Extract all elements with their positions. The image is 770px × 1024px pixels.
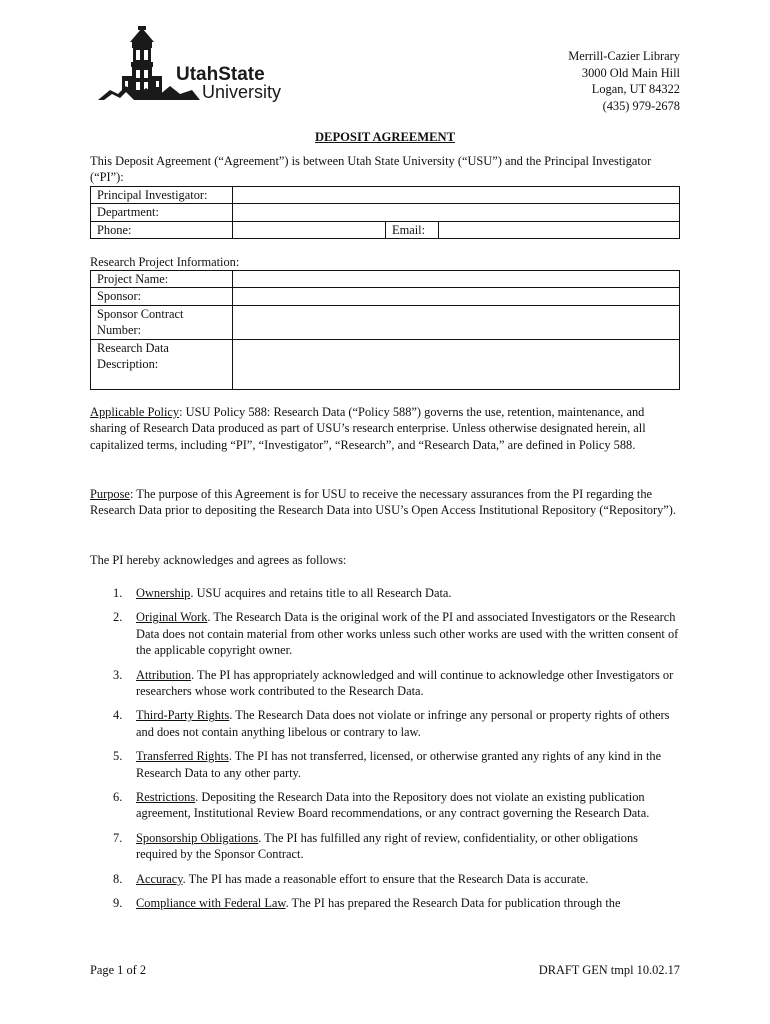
table-row xyxy=(91,339,680,389)
page-number: Page 1 of 2 xyxy=(90,963,147,977)
sponsor-field[interactable] xyxy=(233,288,680,305)
data-description-label: Research Data Description: xyxy=(91,339,233,389)
table-row xyxy=(91,204,680,221)
address-line: Merrill-Cazier Library xyxy=(568,49,680,63)
term-title: Compliance with Federal Law xyxy=(136,896,286,911)
applicable-policy-label: Applicable Policy xyxy=(90,405,180,419)
term-number: 3. xyxy=(113,667,123,682)
term-title: Ownership xyxy=(136,586,191,600)
term-text: . The Research Data is the original work of the PI and associated Investigators or the Research Data does not contain material from other works unless such other works are used with the written consent of the applicable copyright owner. xyxy=(136,610,679,658)
term-number: 5. xyxy=(113,749,123,764)
list-item xyxy=(90,789,680,822)
purpose-paragraph xyxy=(90,486,680,519)
purpose-label: Purpose xyxy=(90,487,130,501)
list-item xyxy=(90,871,680,887)
sponsor-label: Sponsor: xyxy=(91,288,233,305)
term-text: . The PI has fulfilled any right of review, confidentiality, or other obligations required by the Sponsor Contract. xyxy=(136,830,638,862)
logo-text-university: University xyxy=(202,82,282,102)
address-line: 3000 Old Main Hill xyxy=(581,65,680,80)
term-title: Accuracy xyxy=(136,871,183,886)
logo-text-utahstate: UtahState xyxy=(176,64,265,85)
terms-list xyxy=(90,585,680,920)
term-text: . The PI has appropriately acknowledged and will continue to acknowledge other Investigators or researchers whose work contributed to the Research Data. xyxy=(136,667,674,699)
term-title: Sponsorship Obligations xyxy=(136,830,259,845)
table-row xyxy=(91,305,680,339)
purpose-text: : The purpose of this Agreement is for USU to receive the necessary assurances from the PI regarding the Research Data prior to depositing the Research Data into USU’s Open Access Institutional Repository (“Repository”). xyxy=(90,487,677,518)
sponsor-contract-field[interactable] xyxy=(233,305,680,339)
term-number: 4. xyxy=(113,708,123,723)
list-item xyxy=(90,667,680,700)
draft-label: DRAFT GEN tmpl 10.02.17 xyxy=(538,963,680,977)
usu-logo xyxy=(96,26,302,106)
list-item xyxy=(90,585,680,601)
term-title: Restrictions xyxy=(136,790,196,805)
project-info-table xyxy=(90,270,680,390)
department-field[interactable] xyxy=(233,204,680,221)
phone-label: Phone: xyxy=(91,221,233,238)
department-label: Department: xyxy=(91,204,233,221)
term-title: Transferred Rights xyxy=(136,749,229,764)
applicable-policy-text: : USU Policy 588: Research Data (“Policy 588”) governs the use, retention, maintenance, and sharing of Research Data produced as part of USU’s research enterprise. Unless otherwise designated herein, all capitalized terms, including “PI”, “Investigator”, “Research”, and “Research Data,” are defined in Policy 588. xyxy=(90,405,646,452)
email-field[interactable] xyxy=(439,221,680,238)
library-address xyxy=(568,48,680,114)
term-title: Attribution xyxy=(136,667,192,682)
usu-logo-graphic xyxy=(96,26,302,106)
table-row xyxy=(91,221,680,238)
document-title: DEPOSIT AGREEMENT xyxy=(314,130,456,144)
acknowledge-statement: The PI hereby acknowledges and agrees as follows: xyxy=(90,553,347,567)
term-number: 7. xyxy=(113,830,123,845)
address-line: Logan, UT 84322 xyxy=(591,82,680,96)
term-text: . Depositing the Research Data into the Repository does not violate an existing publication agreement, Institutional Review Board recommendations, or any contract governing the Research Data. xyxy=(136,790,650,821)
term-title: Original Work xyxy=(136,610,208,625)
term-number: 8. xyxy=(113,871,123,886)
intro-paragraph: This Deposit Agreement (“Agreement”) is between Utah State University (“USU”) and the Principal Investigator (“PI”): xyxy=(90,154,652,185)
table-row xyxy=(91,187,680,204)
email-label: Email: xyxy=(386,221,439,238)
phone-field[interactable] xyxy=(233,221,386,238)
applicable-policy-paragraph xyxy=(90,404,680,453)
list-item xyxy=(90,707,680,740)
term-text: . The PI has not transferred, licensed, or otherwise granted any rights of any kind in the Research Data to any other party. xyxy=(136,749,662,780)
term-number: 1. xyxy=(113,586,123,600)
term-text: . USU acquires and retains title to all Research Data. xyxy=(190,586,452,600)
pi-name-field[interactable] xyxy=(233,187,680,204)
address-phone: (435) 979-2678 xyxy=(602,98,680,113)
research-project-heading: Research Project Information: xyxy=(90,255,240,269)
term-text: . The Research Data does not violate or infringe any personal or property rights of others and does not contain anything libelous or contrary to law. xyxy=(136,708,670,739)
table-row xyxy=(91,271,680,288)
term-text: . The PI has prepared the Research Data for publication through the xyxy=(285,896,621,911)
data-description-field[interactable] xyxy=(233,339,680,389)
project-name-label: Project Name: xyxy=(91,271,233,288)
sponsor-contract-label: Sponsor Contract Number: xyxy=(91,305,233,339)
term-number: 6. xyxy=(113,790,123,805)
list-item xyxy=(90,748,680,781)
term-text: . The PI has made a reasonable effort to ensure that the Research Data is accurate. xyxy=(182,871,589,886)
list-item xyxy=(90,895,680,911)
term-number: 2. xyxy=(113,610,123,625)
table-row xyxy=(91,288,680,305)
pi-info-table xyxy=(90,186,680,239)
project-name-field[interactable] xyxy=(233,271,680,288)
term-number: 9. xyxy=(113,896,123,911)
pi-label: Principal Investigator: xyxy=(91,187,233,204)
term-title: Third-Party Rights xyxy=(136,708,230,723)
list-item xyxy=(90,830,680,863)
list-item xyxy=(90,609,680,658)
